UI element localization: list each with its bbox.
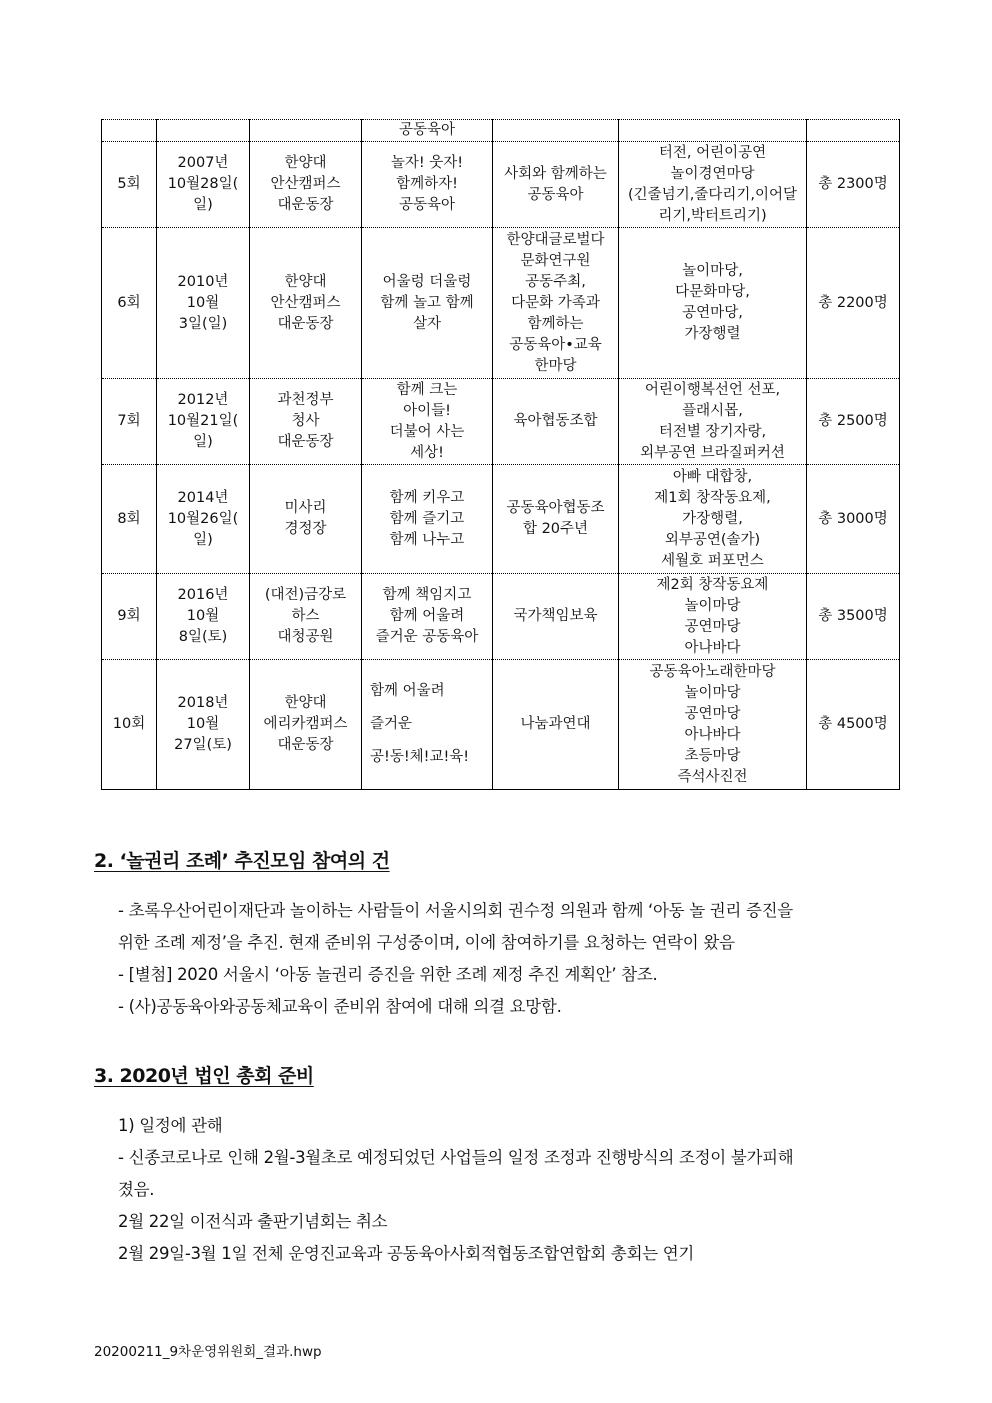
- cell-line: 3일(일): [178, 315, 228, 332]
- cell-line: (대전)금강로: [264, 587, 347, 603]
- cell-line: 공동육아노래한마당: [649, 663, 776, 680]
- cell-line: 아나바다: [684, 726, 741, 743]
- cell-line: 살자: [412, 315, 441, 332]
- cell-line: 육아협동조합: [513, 413, 598, 429]
- cell-line: 하스: [291, 608, 320, 624]
- table-row: [102, 120, 900, 142]
- cell-line: 공연마당,: [682, 305, 743, 321]
- cell-line: (긴줄넘기,줄다리기,이어달: [628, 186, 797, 203]
- cell-line: 에리카캠퍼스: [263, 716, 348, 732]
- cell-line: 2010년: [177, 273, 229, 290]
- cell-line: 2007년: [177, 155, 229, 171]
- cell-line: 2012년: [177, 392, 229, 408]
- cell-line: 한양대: [284, 695, 327, 711]
- cell-program: [619, 660, 807, 790]
- cell-line: 터전별 장기자랑,: [658, 423, 767, 440]
- cell-line: 2014년: [177, 489, 229, 506]
- cell-line: 아나바다: [684, 639, 741, 656]
- cell-line: 다문화마당,: [675, 284, 750, 300]
- cell-date: [157, 465, 250, 574]
- cell-date: [157, 379, 250, 465]
- cell-line: 놀이마당: [684, 597, 741, 614]
- cell-line: 함께 어울려: [370, 683, 445, 699]
- cell-venue: [250, 228, 362, 379]
- section-3-line: 2월 22일 이전식과 출판기념회는 취소: [118, 1212, 388, 1231]
- cell-line: 10월26일(: [167, 510, 239, 527]
- cell-no: 5회: [102, 142, 157, 228]
- cell-line: 2018년: [177, 695, 229, 711]
- cell-line: 대운동장: [277, 434, 334, 450]
- table-row: [102, 228, 900, 379]
- cell-organizer: [493, 660, 619, 790]
- cell-venue: [250, 142, 362, 228]
- cell-line: 놀이경연마당: [670, 165, 755, 182]
- cell-line: 더불어 사는: [389, 423, 465, 440]
- cell-line: 안산캠퍼스: [270, 294, 341, 311]
- cell-program: [619, 142, 807, 228]
- cell-count: 총 3500명: [807, 574, 900, 660]
- cell-theme: [362, 228, 493, 379]
- cell-line: 과천정부: [277, 392, 334, 408]
- table-row: [102, 142, 900, 228]
- cell-program: [619, 120, 807, 142]
- cell-line: 아이들!: [403, 402, 451, 419]
- cell-line: 대운동장: [277, 197, 334, 213]
- section-3-body: [118, 1110, 896, 1270]
- cell-count: 총 3000명: [807, 465, 900, 574]
- cell-line: 세월호 퍼포먼스: [661, 552, 764, 569]
- events-table-body: [102, 120, 900, 790]
- cell-line: 함께 키우고: [389, 489, 465, 506]
- cell-line: 국가책임보육: [513, 608, 598, 624]
- cell-count: 총 2200명: [807, 228, 900, 379]
- table-row: [102, 660, 900, 790]
- cell-no: [102, 120, 157, 142]
- table-row: [102, 574, 900, 660]
- cell-line: 대운동장: [277, 315, 334, 332]
- cell-line: 함께하자!: [396, 176, 458, 192]
- cell-line: 함께 나누고: [389, 531, 465, 548]
- cell-line: 2016년: [177, 587, 229, 603]
- cell-organizer: [493, 465, 619, 574]
- cell-line: 사회와 함께하는: [504, 165, 607, 182]
- cell-no: 9회: [102, 574, 157, 660]
- cell-line: 플래시몹,: [682, 402, 743, 419]
- section-2-line: - [별첨] 2020 서울시 ‘아동 놀권리 증진을 위한 조례 제정 추진 계획안’ 참조.: [118, 965, 658, 984]
- cell-line: 공동육아: [398, 197, 456, 213]
- section-3-line: 1) 일정에 관해: [118, 1116, 223, 1135]
- cell-line: 초등마당: [684, 747, 741, 764]
- cell-line: 외부공연(솔가): [664, 531, 761, 548]
- cell-line: 어린이행복선언 선포,: [644, 381, 781, 398]
- section-2-title: 2. ‘놀권리 조례’ 추진모임 참여의 건: [94, 850, 390, 872]
- cell-line: 10월: [186, 716, 220, 732]
- cell-organizer: [493, 142, 619, 228]
- cell-line: 터전, 어린이공연: [658, 144, 767, 161]
- cell-line: 외부공연 브라질퍼커션: [640, 444, 785, 461]
- cell-line: 일): [193, 197, 213, 213]
- cell-theme: [362, 660, 493, 790]
- cell-line: 일): [193, 434, 213, 450]
- cell-date: [157, 574, 250, 660]
- table-row: [102, 379, 900, 465]
- cell-program: [619, 379, 807, 465]
- cell-line: 제1회 창작동요제,: [654, 489, 771, 506]
- cell-line: 어울렁 더울렁: [382, 273, 472, 290]
- cell-date: [157, 228, 250, 379]
- cell-date: [157, 660, 250, 790]
- cell-venue: [250, 120, 362, 142]
- cell-venue: [250, 574, 362, 660]
- cell-line: 대운동장: [277, 737, 334, 753]
- cell-theme: [362, 574, 493, 660]
- cell-line: 함께 크는: [396, 381, 458, 398]
- cell-line: 공동육아: [527, 186, 584, 203]
- section-2-line: 위한 조례 제정’을 추진. 현재 준비위 구성중이며, 이에 참여하기를 요청하는 연락이 왔음: [118, 933, 735, 952]
- cell-line: 한마당: [534, 357, 577, 374]
- cell-line: 10월21일(: [167, 413, 239, 429]
- cell-count: 총 2300명: [807, 142, 900, 228]
- cell-line: 10월: [186, 294, 220, 311]
- cell-date: [157, 120, 250, 142]
- cell-count: [807, 120, 900, 142]
- cell-line: 공동주최,: [525, 273, 586, 290]
- cell-line: 즐거운: [370, 716, 413, 732]
- cell-line: 합 20주년: [522, 521, 589, 537]
- cell-line: 청사: [291, 413, 320, 429]
- cell-line: 대청공원: [277, 629, 334, 645]
- cell-organizer: [493, 574, 619, 660]
- footer-filename: 20200211_9차운영위원회_결과.hwp: [94, 1344, 322, 1360]
- cell-organizer: [493, 379, 619, 465]
- cell-venue: [250, 379, 362, 465]
- section-2-body: [118, 895, 896, 1023]
- cell-program: [619, 228, 807, 379]
- cell-line: 가장행렬: [684, 326, 741, 342]
- cell-organizer: [493, 228, 619, 379]
- cell-line: 나눔과연대: [520, 716, 591, 732]
- cell-date: [157, 142, 250, 228]
- cell-line: 한양대: [284, 273, 327, 290]
- cell-venue: [250, 660, 362, 790]
- cell-line: 8일(토): [178, 629, 228, 645]
- cell-line: 함께 어울려: [389, 608, 465, 624]
- cell-line: 안산캠퍼스: [270, 176, 341, 192]
- cell-organizer: [493, 120, 619, 142]
- cell-count: 총 2500명: [807, 379, 900, 465]
- cell-line: 공연마당: [684, 618, 741, 635]
- cell-line: 놀자! 웃자!: [390, 155, 464, 171]
- cell-line: 공동육아: [398, 122, 456, 138]
- cell-line: 10월: [186, 608, 220, 624]
- cell-line: 가장행렬,: [682, 510, 743, 527]
- cell-line: 놀이마당: [684, 684, 741, 701]
- cell-theme: [362, 142, 493, 228]
- cell-line: 공연마당: [684, 705, 741, 722]
- cell-line: 한양대글로벌다: [506, 231, 605, 248]
- cell-line: 세상!: [410, 444, 444, 461]
- section-2-line: - 초록우산어린이재단과 놀이하는 사람들이 서울시의회 권수정 의원과 함께 ‘아동 놀 권리 증진을: [118, 901, 793, 920]
- cell-program: [619, 465, 807, 574]
- cell-line: 즐거운 공동육아: [375, 629, 479, 645]
- cell-count: 총 4500명: [807, 660, 900, 790]
- cell-line: 아빠 대합창,: [672, 468, 753, 485]
- cell-theme: [362, 465, 493, 574]
- cell-no: 6회: [102, 228, 157, 379]
- cell-program: [619, 574, 807, 660]
- cell-line: 리기,박터트리기): [658, 207, 767, 224]
- cell-line: 27일(토): [174, 737, 232, 753]
- cell-no: 7회: [102, 379, 157, 465]
- section-3-line: 졌음.: [118, 1180, 155, 1199]
- cell-line: 제2회 창작동요제: [656, 576, 769, 593]
- cell-line: 함께하는: [527, 315, 584, 332]
- cell-venue: [250, 465, 362, 574]
- cell-line: 10월28일(: [167, 176, 239, 192]
- cell-line: 문화연구원: [520, 252, 591, 269]
- cell-theme: [362, 379, 493, 465]
- cell-line: 일): [193, 531, 213, 548]
- cell-no: 10회: [102, 660, 157, 790]
- cell-line: 즉석사진전: [677, 768, 748, 785]
- events-table: [101, 119, 900, 790]
- cell-line: 함께 책임지고: [382, 587, 472, 603]
- section-3-line: 2월 29일-3월 1일 전체 운영진교육과 공동육아사회적협동조합연합회 총회는 연기: [118, 1244, 695, 1263]
- section-3-title: 3. 2020년 법인 총회 준비: [94, 1065, 314, 1087]
- cell-theme: [362, 120, 493, 142]
- cell-line: 함께 즐기고: [389, 510, 465, 527]
- cell-line: 공!동!체!교!육!: [370, 749, 470, 765]
- cell-line: 미사리: [284, 500, 327, 516]
- cell-line: 공동육아협동조: [506, 500, 605, 516]
- section-3-line: - 신종코로나로 인해 2월-3월초로 예정되었던 사업들의 일정 조정과 진행방식의 조정이 불가피해: [118, 1148, 794, 1167]
- section-2-line: - (사)공동육아와공동체교육이 준비위 참여에 대해 의결 요망함.: [118, 997, 562, 1016]
- cell-line: 공동육아•교육: [509, 336, 602, 353]
- cell-line: 경정장: [284, 521, 327, 537]
- cell-line: 놀이마당,: [682, 263, 743, 279]
- table-row: [102, 465, 900, 574]
- cell-line: 한양대: [284, 155, 327, 171]
- cell-line: 다문화 가족과: [511, 294, 600, 311]
- cell-line: 함께 놀고 함께: [380, 294, 474, 311]
- cell-no: 8회: [102, 465, 157, 574]
